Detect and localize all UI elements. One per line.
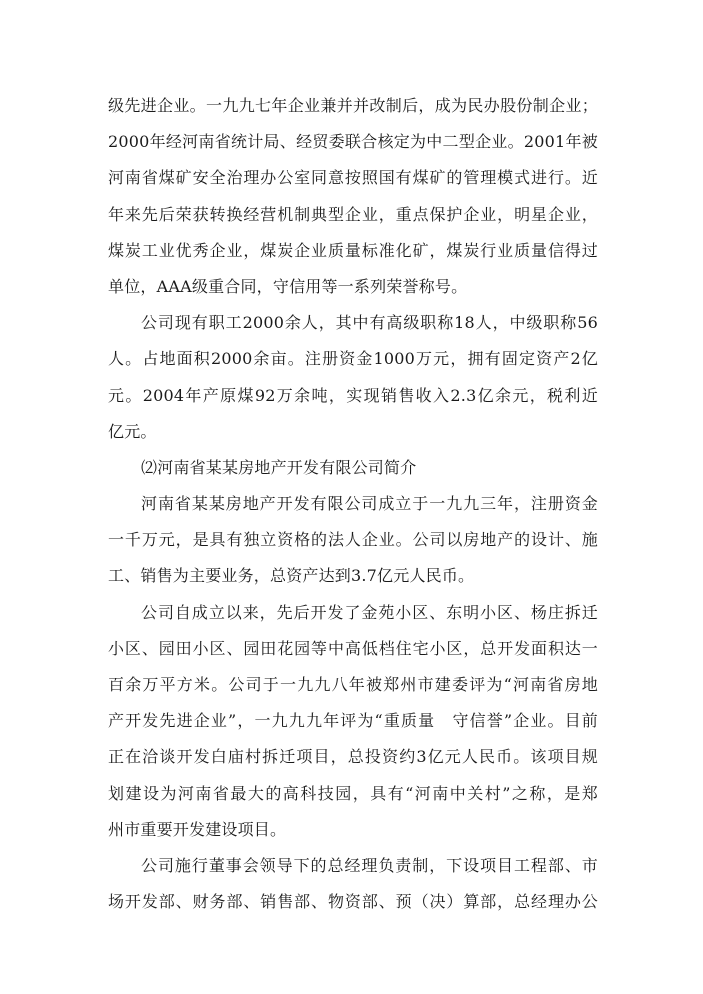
text-line: 河南省某某房地产开发有限公司成立于一九九三年，注册资金 [141, 494, 598, 514]
text-line: 一千万元，是具有独立资格的法人企业。公司以房地产的设计、施 [108, 530, 598, 550]
text-line: 煤炭工业优秀企业，煤炭企业质量标准化矿，煤炭行业质量信得过 [108, 240, 598, 260]
document-page [108, 88, 598, 920]
text-line: 产开发先进企业”，一九九九年评为“重质量 守信誉”企业。目前 [108, 711, 598, 731]
paragraph [108, 88, 598, 305]
paragraph [108, 595, 598, 848]
text-line: 公司施行董事会领导下的总经理负责制，下设项目工程部、市 [141, 855, 598, 875]
paragraph [108, 486, 598, 595]
text-line: 工、销售为主要业务，总资产达到3.7亿元人民币。 [108, 566, 475, 586]
paragraph [108, 305, 598, 450]
text-line: 公司现有职工2000余人，其中有高级职称18人，中级职称56 [141, 313, 598, 333]
text-line: 划建设为河南省最大的高科技园，具有“河南中关村”之称，是郑 [108, 783, 598, 803]
paragraph [108, 848, 598, 920]
text-line: 公司自成立以来，先后开发了金苑小区、东明小区、杨庄拆迁 [141, 602, 598, 622]
text-line: 2000年经河南省统计局、经贸委联合核定为中二型企业。2001年被 [108, 132, 598, 152]
text-line: 正在洽谈开发白庙村拆迁项目，总投资约3亿元人民币。该项目规 [108, 747, 598, 767]
text-line: 级先进企业。一九九七年企业兼并并改制后，成为民办股份制企业； [108, 96, 598, 115]
text-line: 元。2004年产原煤92万余吨，实现销售收入2.3亿余元，税利近 [108, 385, 598, 405]
text-line: 河南省煤矿安全治理办公室同意按照国有煤矿的管理模式进行。近 [108, 168, 598, 188]
text-line: 年来先后荣获转换经营机制典型企业，重点保护企业，明星企业， [108, 204, 598, 224]
text-line: 亿元。 [108, 421, 157, 441]
text-line: 人。占地面积2000余亩。注册资金1000万元，拥有固定资产2亿 [108, 349, 598, 369]
text-line: 州市重要开发建设项目。 [108, 819, 287, 839]
text-line: 场开发部、财务部、销售部、物资部、预（决）算部，总经理办公 [108, 892, 598, 912]
text-line: 百余万平方米。公司于一九九八年被郑州市建委评为“河南省房地 [108, 675, 598, 694]
text-line: 小区、园田小区、园田花园等中高低档住宅小区，总开发面积达一 [108, 638, 598, 658]
section-heading: ⑵河南省某某房地产开发有限公司简介 [141, 457, 417, 477]
text-line: 单位，AAA级重合同，守信用等一系列荣誉称号。 [108, 276, 468, 296]
